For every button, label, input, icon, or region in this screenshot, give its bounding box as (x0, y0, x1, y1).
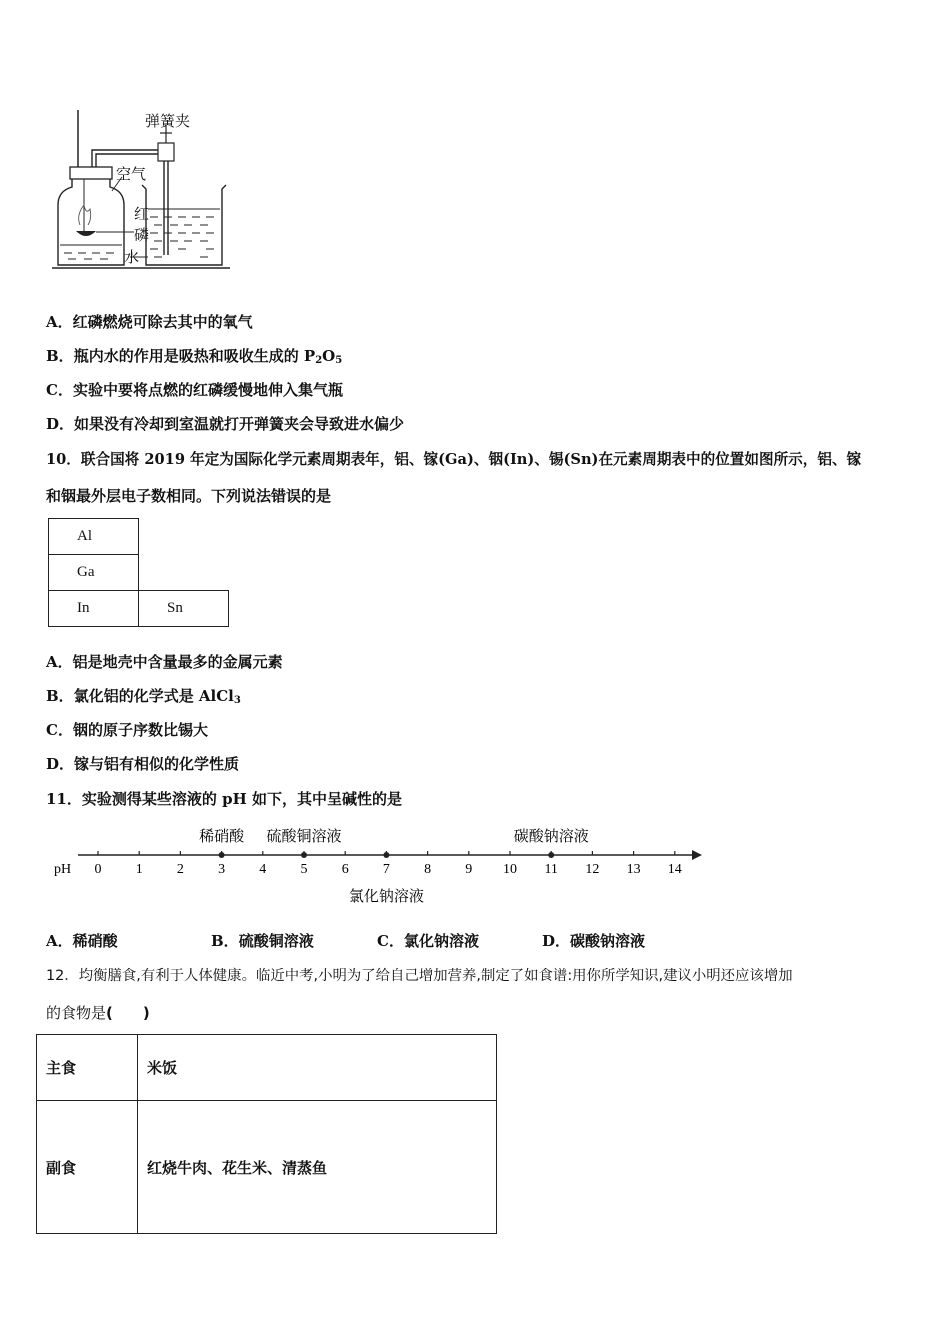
subscript: 2 (315, 355, 323, 366)
menu-value-side: 红烧牛肉、花生米、清蒸鱼 (138, 1101, 497, 1234)
ph-tick-label: 4 (259, 862, 267, 877)
option-letter: B． (46, 347, 74, 365)
ph-marker-label: 氯化钠溶液 (348, 887, 424, 905)
ph-tick-label: 9 (465, 862, 473, 877)
ph-marker-dot (301, 852, 307, 858)
subscript: 5 (335, 355, 343, 366)
ph-tick-label: 0 (94, 862, 102, 877)
q10-option-d[interactable] (46, 753, 239, 774)
subscript: 3 (233, 695, 241, 706)
option-text: 如果没有冷却到室温就打开弹簧夹会导致进水偏少 (74, 415, 405, 433)
option-text: 氯化钠溶液 (403, 932, 479, 950)
ph-axis-arrow (692, 850, 702, 860)
cell-ga: Ga (49, 555, 139, 591)
ph-tick-label: 13 (626, 862, 641, 877)
ph-scale-svg (0, 823, 950, 913)
ph-tick-label: 11 (544, 862, 558, 877)
red-label: 红 (134, 205, 150, 223)
option-text: 碳酸钠溶液 (570, 932, 646, 950)
q12-stem-text: 的食物是 (46, 1004, 107, 1022)
ph-marker-dot (548, 852, 554, 858)
option-letter: D． (542, 932, 571, 950)
q11-option-b[interactable] (211, 930, 314, 951)
q10-stem-line1: 10．联合国将 2019 年定为国际化学元素周期表年，铝、镓(Ga)、铟(In)、锡(Sn)在元素周期表中的位置如图所示，铝、镓 (46, 451, 862, 468)
option-letter: B． (211, 932, 239, 950)
option-letter: A． (46, 932, 73, 950)
menu-value-staple: 米饭 (138, 1035, 497, 1101)
table-row (37, 1101, 497, 1234)
option-text: 铟的原子序数比锡大 (72, 721, 208, 739)
option-text: 瓶内水的作用是吸热和吸收生成的 P (73, 347, 316, 365)
empty-cell (139, 555, 229, 591)
menu-table (36, 1034, 497, 1234)
table-row (37, 1035, 497, 1101)
option-text: 硫酸铜溶液 (238, 932, 314, 950)
option-text: 镓与铝有相似的化学性质 (74, 755, 240, 773)
q9-option-b[interactable] (46, 345, 342, 366)
option-text: 稀硝酸 (72, 932, 118, 950)
ph-tick-label: 7 (382, 862, 390, 877)
q12-stem-line2 (46, 1002, 150, 1023)
answer-blank[interactable]: ( ) (106, 1004, 150, 1022)
menu-label-side: 副食 (37, 1101, 138, 1234)
ph-tick-label: 5 (300, 862, 308, 877)
option-letter: D． (46, 415, 75, 433)
cell-sn: Sn (139, 591, 229, 627)
option-letter: C． (46, 721, 73, 739)
option-letter: A． (46, 313, 73, 331)
ph-axis-label: pH (54, 862, 72, 877)
q11-option-a[interactable] (46, 930, 118, 951)
q9-option-c[interactable] (46, 379, 343, 400)
water-label: 水 (124, 248, 140, 266)
ph-tick-label: 2 (176, 862, 184, 877)
ph-tick-label: 6 (341, 862, 349, 877)
option-letter: C． (46, 381, 73, 399)
phosphorus-label: 磷 (134, 226, 150, 244)
q10-option-c[interactable] (46, 719, 208, 740)
q11-option-c[interactable] (377, 930, 479, 951)
empty-cell (139, 519, 229, 555)
option-letter: B． (46, 687, 74, 705)
ph-scale (0, 823, 950, 913)
q11-option-d[interactable] (542, 930, 645, 951)
option-text: 红磷燃烧可除去其中的氧气 (72, 313, 253, 331)
q10-stem-line2: 和铟最外层电子数相同。下列说法错误的是 (46, 487, 332, 505)
q9-option-d[interactable] (46, 413, 404, 434)
menu-label-staple: 主食 (37, 1035, 138, 1101)
ph-marker-label: 稀硝酸 (199, 827, 245, 845)
q11-stem: 11．实验测得某些溶液的 pH 如下，其中呈碱性的是 (46, 790, 402, 808)
ph-tick-label: 10 (503, 862, 517, 877)
option-text: 氯化铝的化学式是 AlCl (73, 687, 234, 705)
ph-marker-label: 硫酸铜溶液 (266, 827, 342, 845)
option-letter: C． (377, 932, 404, 950)
option-text: 实验中要将点燃的红磷缓慢地伸入集气瓶 (72, 381, 343, 399)
spring-clamp-label: 弹簧夹 (145, 112, 191, 130)
ph-marker-dot (219, 852, 225, 858)
q10-option-b[interactable] (46, 685, 241, 706)
q10-option-a[interactable] (46, 651, 283, 672)
ph-tick-label: 14 (667, 862, 682, 877)
ph-marker-dot (383, 852, 389, 858)
periodic-table-fragment (48, 518, 229, 627)
ph-tick-label: 12 (585, 862, 600, 877)
cell-al: Al (49, 519, 139, 555)
ph-tick-label: 8 (424, 862, 432, 877)
option-text: 铝是地壳中含量最多的金属元素 (72, 653, 283, 671)
cell-in: In (49, 591, 139, 627)
ph-tick-label: 3 (218, 862, 226, 877)
ph-marker-label: 碳酸钠溶液 (513, 827, 589, 845)
q9-option-a[interactable] (46, 311, 253, 332)
option-letter: D． (46, 755, 75, 773)
option-letter: A． (46, 653, 73, 671)
ph-tick-label: 1 (135, 862, 143, 877)
air-label: 空气 (116, 165, 147, 183)
q12-stem-line1: 12．均衡膳食,有利于人体健康。临近中考,小明为了给自己增加营养,制定了如食谱:用你所学知识,建议小明还应该增加 (46, 968, 793, 984)
formula-part: O (322, 347, 336, 365)
